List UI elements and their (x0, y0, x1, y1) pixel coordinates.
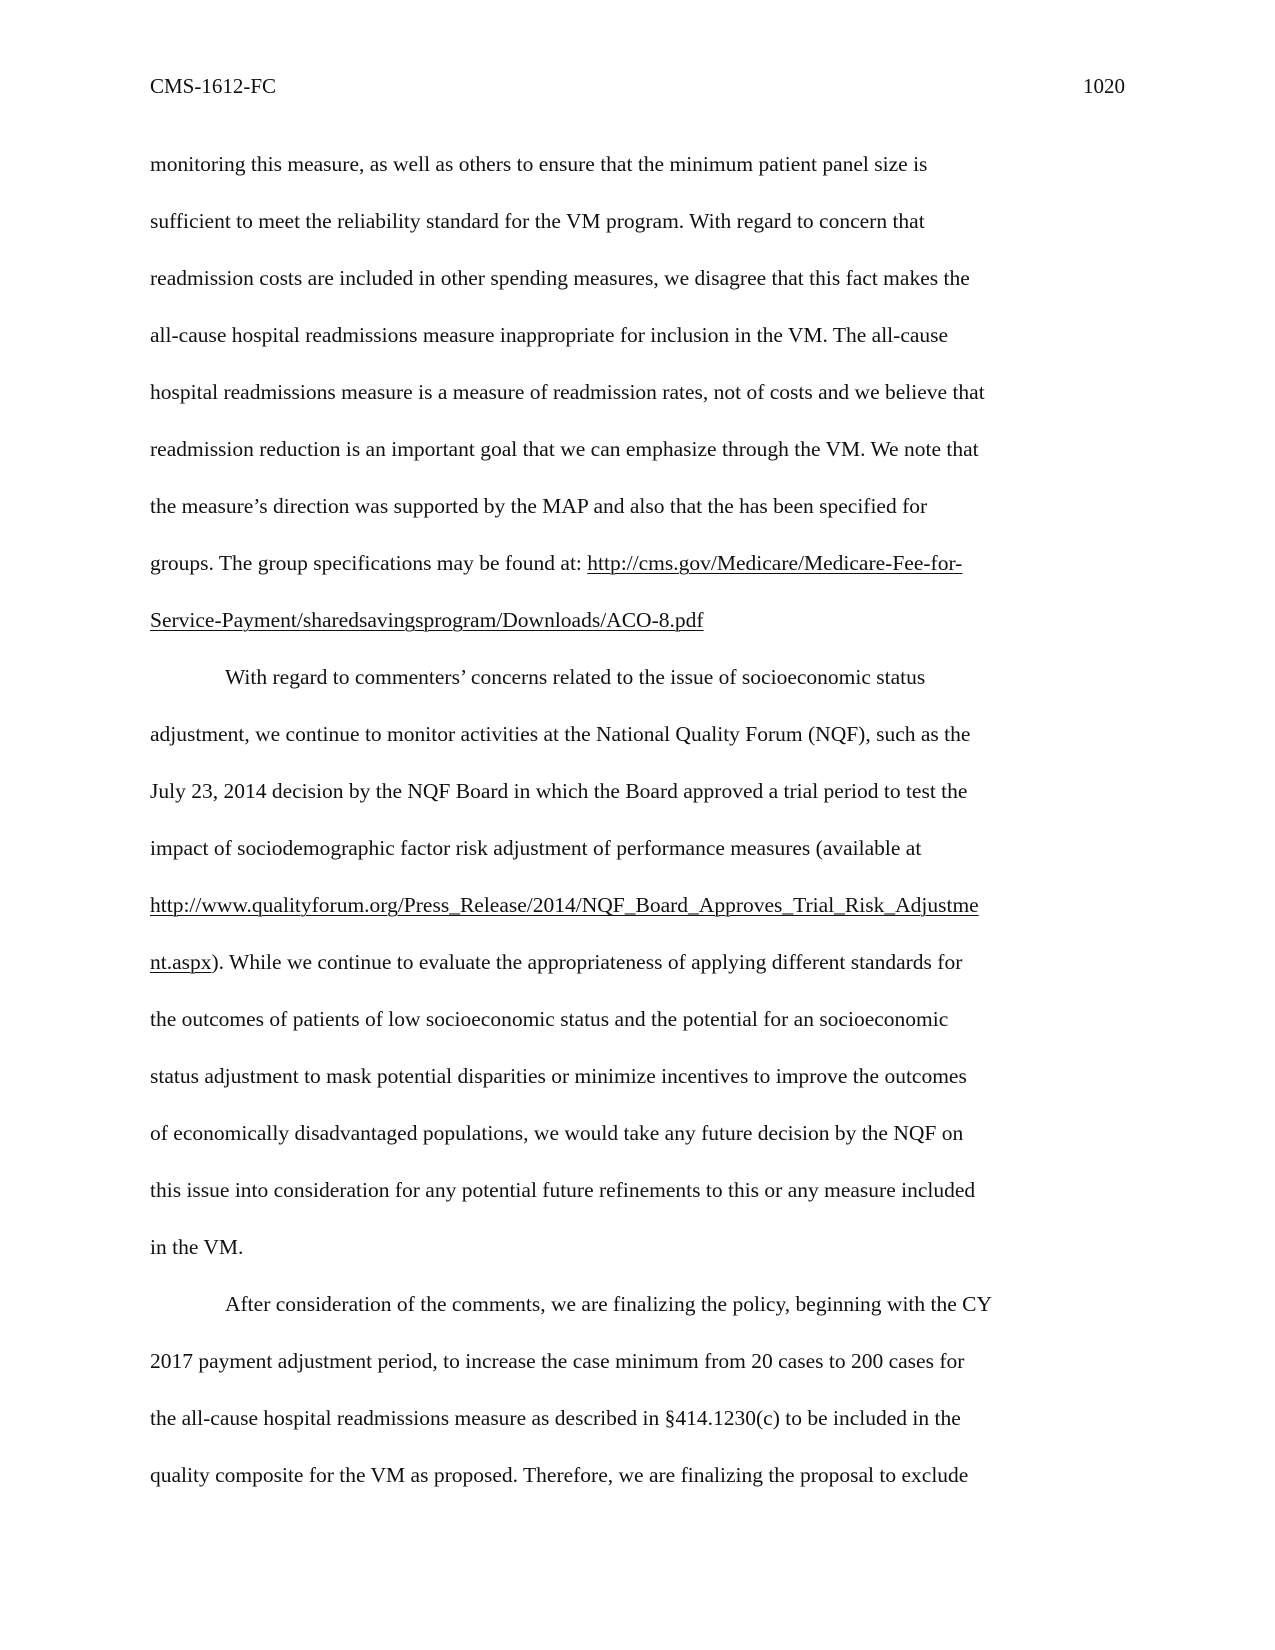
line-text: 2017 payment adjustment period, to increase the case minimum from 20 cases to 200 cases for (150, 1349, 965, 1373)
text-line (150, 535, 1125, 592)
line-text: readmission costs are included in other spending measures, we disagree that this fact makes the (150, 266, 970, 290)
line-text: readmission reduction is an important goal that we can emphasize through the VM. We note that (150, 437, 979, 461)
line-text: the all-cause hospital readmissions measure as described in §414.1230(c) to be included in the (150, 1406, 961, 1430)
line-text: the outcomes of patients of low socioeconomic status and the potential for an socioeconomic (150, 1007, 949, 1031)
line-text: of economically disadvantaged populations, we would take any future decision by the NQF on (150, 1121, 964, 1145)
paragraph-start (150, 649, 1125, 706)
aco-8-spec-link[interactable]: http://cms.gov/Medicare/Medicare-Fee-for- (587, 551, 963, 575)
text-line (150, 877, 1125, 934)
nqf-press-release-link-continued[interactable]: nt.aspx (150, 950, 212, 974)
text-line (150, 592, 1125, 649)
line-text: ). While we continue to evaluate the appropriateness of applying different standards for (211, 950, 963, 974)
text-line (150, 991, 1125, 1048)
text-line (150, 478, 1125, 535)
aco-8-spec-link-continued[interactable]: Service-Payment/sharedsavingsprogram/Downloads/ACO-8.pdf (150, 608, 704, 632)
text-line (150, 934, 1125, 991)
line-text: all-cause hospital readmissions measure inappropriate for inclusion in the VM. The all-cause (150, 323, 949, 347)
line-text: quality composite for the VM as proposed. Therefore, we are finalizing the proposal to exclude (150, 1463, 969, 1487)
text-line (150, 136, 1125, 193)
line-text: hospital readmissions measure is a measure of readmission rates, not of costs and we believe that (150, 380, 985, 404)
line-text: After consideration of the comments, we are finalizing the policy, beginning with the CY (225, 1292, 993, 1316)
page-number: 1020 (1083, 74, 1125, 98)
line-text: status adjustment to mask potential disparities or minimize incentives to improve the outcomes (150, 1064, 967, 1088)
line-text: adjustment, we continue to monitor activities at the National Quality Forum (NQF), such as the (150, 722, 971, 746)
document-id: CMS-1612-FC (150, 74, 277, 98)
line-text: the measure’s direction was supported by the MAP and also that the has been specified for (150, 494, 928, 518)
line-text: With regard to commenters’ concerns related to the issue of socioeconomic status (225, 665, 926, 689)
line-text: groups. The group specifications may be found at: (150, 551, 588, 575)
text-line (150, 1105, 1125, 1162)
text-line (150, 1447, 1125, 1504)
text-line (150, 250, 1125, 307)
text-line (150, 193, 1125, 250)
text-line (150, 1048, 1125, 1105)
paragraph-start (150, 1276, 1125, 1333)
line-text: sufficient to meet the reliability standard for the VM program. With regard to concern that (150, 209, 925, 233)
text-line (150, 1219, 1125, 1276)
line-text: July 23, 2014 decision by the NQF Board in which the Board approved a trial period to test the (150, 779, 968, 803)
line-text: in the VM. (150, 1235, 244, 1259)
text-line (150, 1390, 1125, 1447)
body-text (150, 136, 1125, 1504)
line-text: monitoring this measure, as well as others to ensure that the minimum patient panel size is (150, 152, 928, 176)
nqf-press-release-link[interactable]: http://www.qualityforum.org/Press_Release/2014/NQF_Board_Approves_Trial_Risk_Adjustme (150, 893, 979, 917)
text-line (150, 421, 1125, 478)
text-line (150, 364, 1125, 421)
text-line (150, 1162, 1125, 1219)
text-line (150, 706, 1125, 763)
line-text: impact of sociodemographic factor risk adjustment of performance measures (available at (150, 836, 922, 860)
text-line (150, 763, 1125, 820)
line-text: this issue into consideration for any potential future refinements to this or any measure included (150, 1178, 976, 1202)
page-header (150, 74, 1125, 104)
text-line (150, 1333, 1125, 1390)
text-line (150, 820, 1125, 877)
text-line (150, 307, 1125, 364)
